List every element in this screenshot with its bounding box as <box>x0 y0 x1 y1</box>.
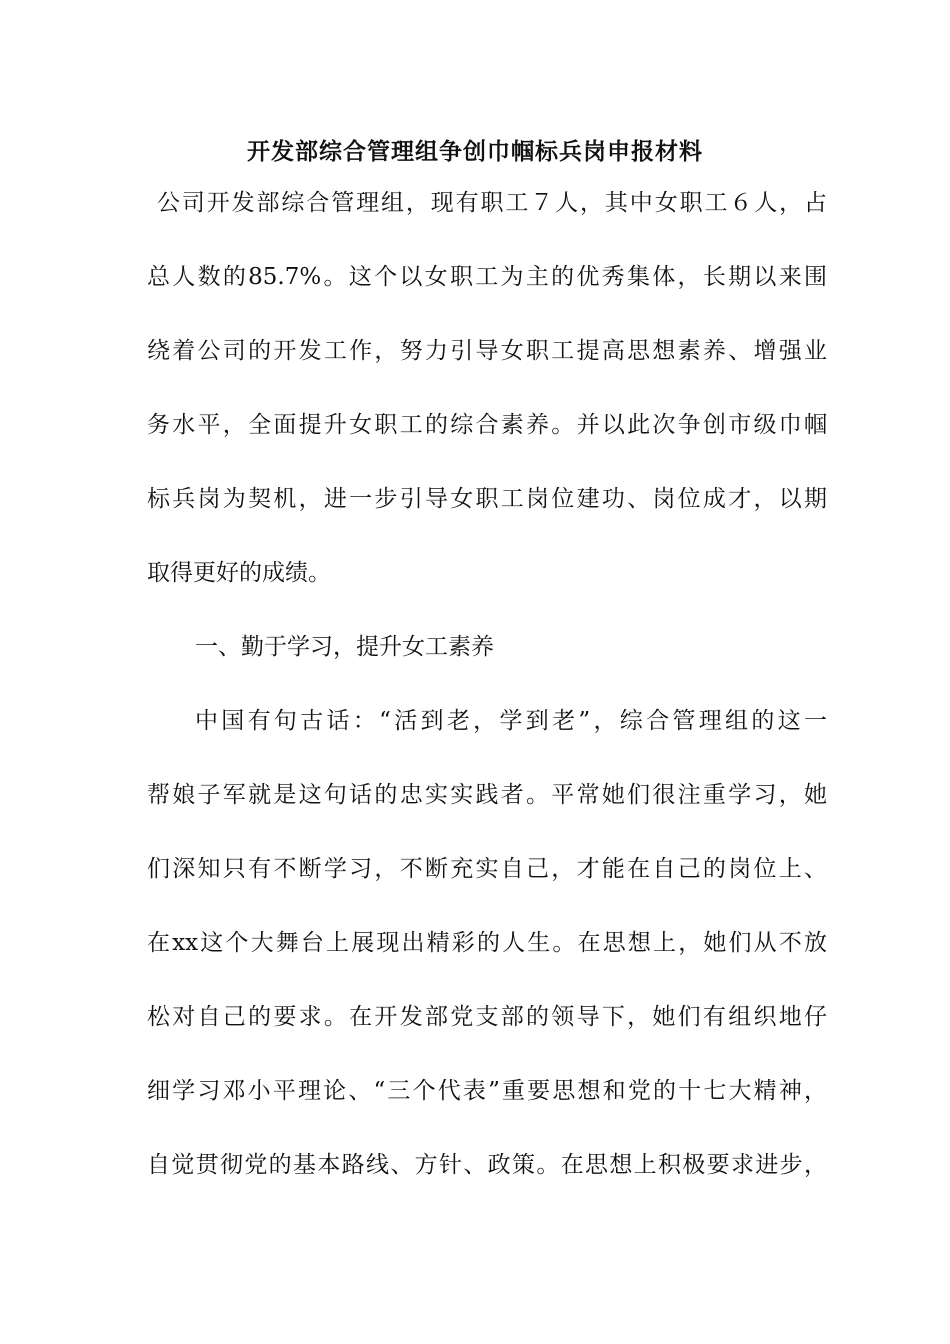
paragraph-line: 公司开发部综合管理组，现有职工７人，其中女职工６人，占 <box>157 190 827 216</box>
section-heading: 一、勤于学习，提升女工素养 <box>195 634 494 660</box>
paragraph-line: 帮娘子军就是这句话的忠实实践者。平常她们很注重学习，她 <box>147 782 827 808</box>
paragraph-line: 们深知只有不断学习，不断充实自己，才能在自己的岗位上、 <box>147 856 827 882</box>
paragraph-line: 细学习邓小平理论、“三个代表”重要思想和党的十七大精神， <box>147 1078 827 1104</box>
paragraph-line: 自觉贯彻党的基本路线、方针、政策。在思想上积极要求进步， <box>147 1152 827 1178</box>
paragraph-line: 取得更好的成绩。 <box>147 560 331 586</box>
paragraph-line: 松对自己的要求。在开发部党支部的领导下，她们有组织地仔 <box>147 1004 827 1030</box>
paragraph-line: 绕着公司的开发工作，努力引导女职工提高思想素养、增强业 <box>147 338 827 364</box>
paragraph-line: 标兵岗为契机，进一步引导女职工岗位建功、岗位成才，以期 <box>147 486 827 512</box>
page-title: 开发部综合管理组争创巾帼标兵岗申报材料 <box>247 138 703 165</box>
paragraph-line: 务水平，全面提升女职工的综合素养。并以此次争创市级巾帼 <box>147 412 827 438</box>
paragraph-line: 总人数的85.7%。这个以女职工为主的优秀集体，长期以来围 <box>147 264 827 290</box>
paragraph-line: 在xx这个大舞台上展现出精彩的人生。在思想上，她们从不放 <box>147 930 827 956</box>
paragraph-line: 中国有句古话：“活到老，学到老”，综合管理组的这一 <box>195 708 827 734</box>
